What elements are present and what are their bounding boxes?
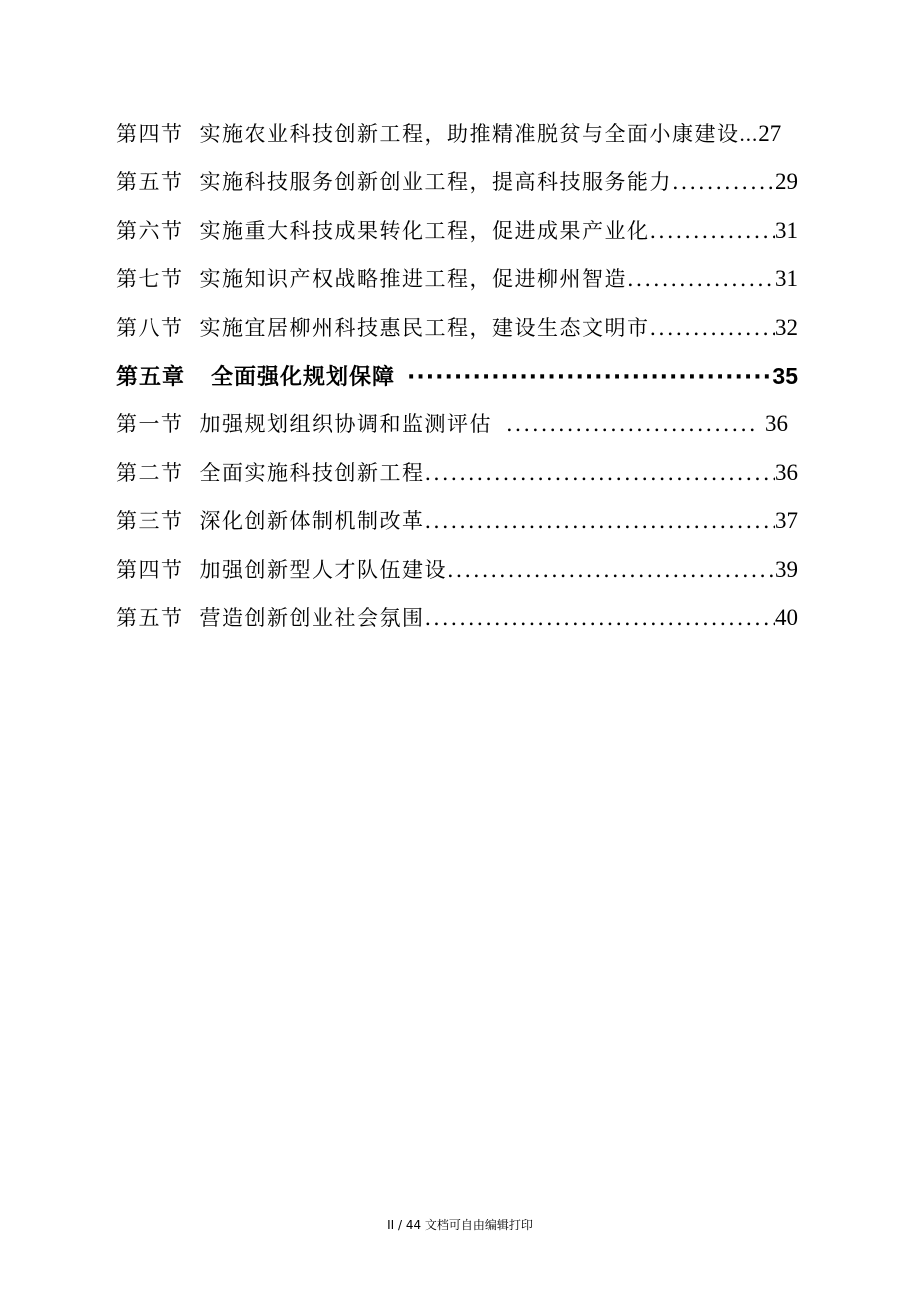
toc-section-number: 第二节	[116, 460, 184, 485]
toc-dot-leader	[672, 158, 775, 206]
table-of-contents	[116, 110, 798, 642]
toc-chapter-number: 第五章	[116, 364, 186, 390]
toc-entry-title: 实施知识产权战略推进工程，促进柳州智造	[199, 267, 627, 292]
toc-entry-section-8-livable[interactable]	[116, 304, 798, 352]
toc-page-number: 36	[775, 459, 798, 485]
toc-dot-leader: ...	[739, 122, 759, 146]
toc-page-number: 31	[775, 266, 798, 292]
toc-section-number: 第四节	[116, 557, 184, 582]
toc-entry-section-6-transfer[interactable]	[116, 207, 798, 255]
toc-entry-section-4-agri[interactable]	[116, 110, 798, 158]
toc-entry-title: 实施重大科技成果转化工程，促进成果产业化	[199, 218, 650, 243]
toc-dot-leader	[627, 255, 775, 303]
toc-dot-leader	[425, 497, 776, 545]
toc-page-number: 27	[758, 121, 782, 146]
toc-entry-section-4-talent[interactable]	[116, 546, 798, 594]
toc-entry-section-2-implementation[interactable]	[116, 449, 798, 497]
toc-section-number: 第八节	[116, 315, 184, 340]
toc-dot-leader	[650, 304, 776, 352]
toc-page-number: 32	[775, 314, 798, 340]
toc-entry-title: 全面实施科技创新工程	[199, 460, 425, 485]
toc-section-number: 第一节	[116, 412, 184, 437]
toc-entry-title: 实施宜居柳州科技惠民工程，建设生态文明市	[199, 315, 650, 340]
toc-page-number: 29	[775, 169, 798, 195]
toc-entry-title: 加强创新型人才队伍建设	[199, 557, 447, 582]
toc-entry-section-5-service[interactable]	[116, 158, 798, 206]
toc-dot-leader	[447, 546, 775, 594]
toc-section-number: 第五节	[116, 605, 184, 630]
toc-page-number: 39	[775, 556, 798, 582]
toc-page-number: 37	[775, 508, 798, 534]
toc-page-number: 36	[765, 411, 788, 437]
toc-dot-leader	[407, 354, 772, 402]
toc-entry-section-1-coordination[interactable]	[116, 400, 798, 448]
toc-section-number: 第四节	[116, 122, 184, 146]
toc-entry-title: 实施科技服务创新创业工程，提高科技服务能力	[199, 170, 672, 195]
page-footer: II / 44 文档可自由编辑打印	[387, 1218, 533, 1232]
toc-entry-section-5-atmosphere[interactable]	[116, 594, 798, 642]
toc-dot-leader	[650, 207, 776, 255]
toc-dot-leader	[506, 400, 757, 448]
toc-section-number: 第五节	[116, 170, 184, 195]
toc-entry-title: 深化创新体制机制改革	[199, 509, 425, 534]
toc-entry-chapter-5[interactable]	[116, 352, 798, 400]
toc-chapter-title: 全面强化规划保障	[211, 364, 396, 390]
toc-section-number: 第七节	[116, 267, 184, 292]
toc-entry-section-3-reform[interactable]	[116, 497, 798, 545]
toc-entry-title: 营造创新创业社会氛围	[199, 605, 425, 630]
toc-entry-title: 加强规划组织协调和监测评估	[199, 412, 492, 437]
toc-section-number: 第六节	[116, 218, 184, 243]
toc-entry-title: 实施农业科技创新工程，助推精准脱贫与全面小康建设	[199, 122, 740, 146]
toc-section-number: 第三节	[116, 509, 184, 534]
toc-entry-section-7-ip[interactable]	[116, 255, 798, 303]
toc-page-number: 35	[772, 362, 798, 389]
toc-page-number: 31	[775, 217, 798, 243]
toc-dot-leader	[425, 594, 776, 642]
toc-dot-leader	[425, 449, 776, 497]
toc-page-number: 40	[775, 604, 798, 630]
